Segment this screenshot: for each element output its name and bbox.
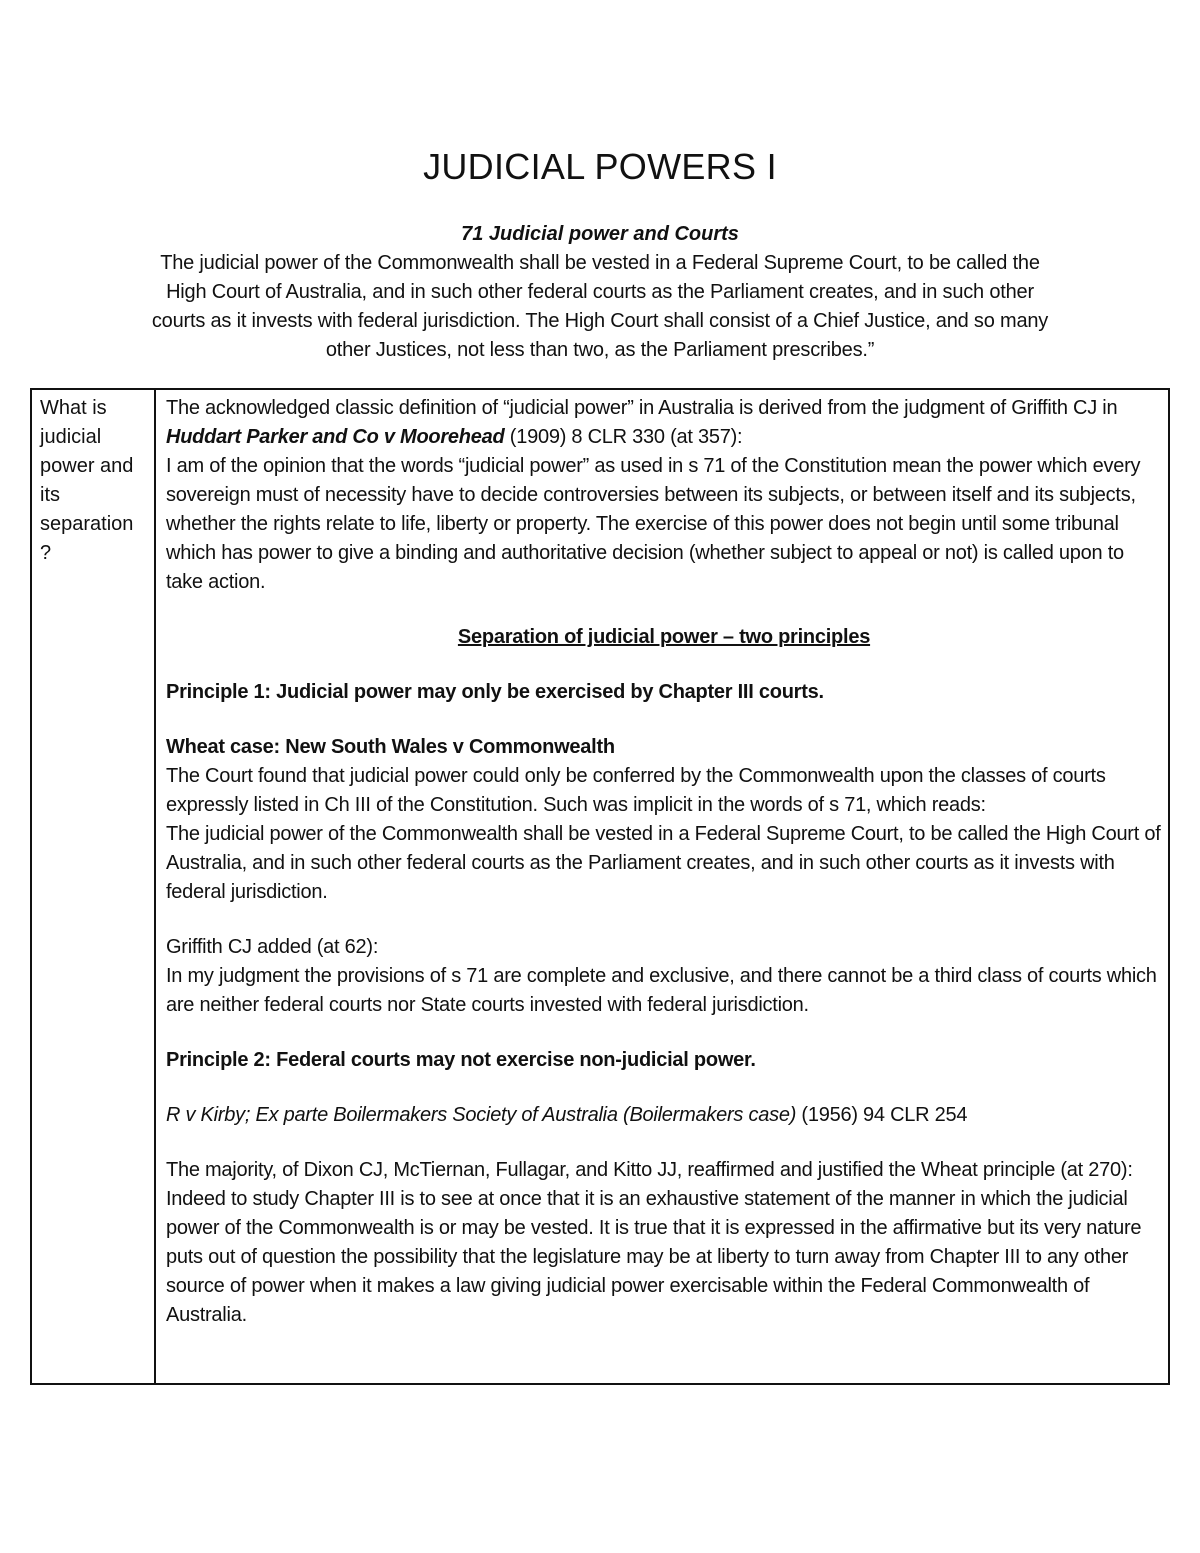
spacer [166,652,1162,678]
majority-quote: Indeed to study Chapter III is to see at once that it is an exhaustive statement of the manner in which the judicial power of the Commonwealth is or may be vested. It is true that it is expressed in the affirmative but its very nature puts out of question the possibility that the legislature may be at liberty to turn away from Chapter III to any other source of power when it makes a law giving judicial power exercisable within the Federal Commonwealth of Australia. [166,1188,1142,1326]
griffith-added: Griffith CJ added (at 62): [166,936,379,958]
section-heading: 71 Judicial power and Courts [461,223,739,245]
spacer [166,707,1162,733]
page-title: JUDICIAL POWERS I [423,146,777,187]
spacer [166,597,1162,623]
spacer [166,1020,1162,1046]
s71-quote: The judicial power of the Commonwealth shall be vested in a Federal Supreme Court, to be called the High Court of Australia, and in such other federal courts as the Parliament creates, and in such other courts as it invests with federal jurisdiction. [166,823,1161,903]
section-text: The judicial power of the Commonwealth shall be vested in a Federal Supreme Court, to be called the High Court of Australia, and in such other federal courts as the Parliament creates, and in such other courts as it invests with federal jurisdiction. The High Court shall consist of a Chief Justice, and so many other Justices, not less than two, as the Parliament prescribes.” [151,252,1049,361]
column-divider [154,390,156,1383]
majority-text: The majority, of Dixon CJ, McTiernan, Fullagar, and Kitto JJ, reaffirmed and justified the Wheat principle (at 270): [166,1159,1133,1181]
wheat-case-text: The Court found that judicial power could only be conferred by the Commonwealth upon the classes of courts expressly listed in Ch III of the Constitution. Such was implicit in the words of s 71, which reads: [166,765,1106,816]
separation-heading: Separation of judicial power – two principles [457,626,871,648]
spacer [166,1075,1162,1101]
spacer [166,1130,1162,1156]
griffith-quote: I am of the opinion that the words “judicial power” as used in s 71 of the Constitution mean the power which every sovereign must of necessity have to decide controversies between its subjects, or between itself and its subjects, whether the rights relate to life, liberty or property. The exercise of this power does not begin until some tribunal which has power to give a binding and authoritative decision (whether subject to appeal or not) is called upon to take action. [166,455,1141,593]
intro-prefix: The acknowledged classic definition of “judicial power” in Australia is derived from the judgment of Griffith CJ in [166,397,1118,419]
principle-2-heading: Principle 2: Federal courts may not exercise non-judicial power. [166,1049,756,1071]
intro-citation: (1909) 8 CLR 330 (at 357): [504,426,743,448]
notes-table [30,388,1170,1385]
intro-paragraph [166,394,1162,452]
wheat-case-heading: Wheat case: New South Wales v Commonwealth [166,736,615,758]
boilermakers-case-name: R v Kirby; Ex parte Boilermakers Society of Australia (Boilermakers case) [166,1104,797,1126]
griffith-added-quote: In my judgment the provisions of s 71 are complete and exclusive, and there cannot be a third class of courts which are neither federal courts nor State courts invested with federal jurisdiction. [166,965,1157,1016]
principle-1-heading: Principle 1: Judicial power may only be exercised by Chapter III courts. [166,681,824,703]
spacer [166,907,1162,933]
question-cell: What is judicial power and its separation ? [40,397,134,564]
answer-cell [166,394,1162,1330]
boilermakers-citation: (1956) 94 CLR 254 [796,1104,968,1126]
intro-case-name: Huddart Parker and Co v Moorehead [166,426,505,448]
boilermakers-citation-line [166,1101,1162,1130]
